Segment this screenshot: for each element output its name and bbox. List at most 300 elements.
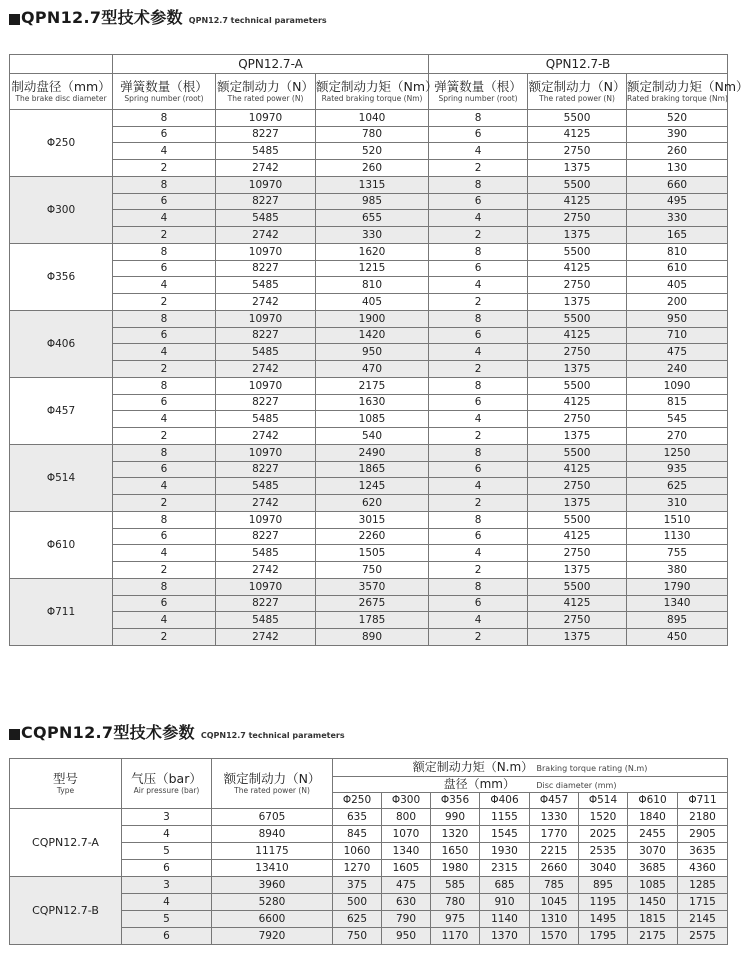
table-cell: 5 xyxy=(122,911,212,928)
table-row xyxy=(10,629,728,646)
table-cell: 4 xyxy=(429,478,528,495)
table-cell: 8227 xyxy=(216,328,316,344)
table-cell: 6 xyxy=(113,462,216,478)
table-cell: 8940 xyxy=(212,826,333,843)
table-cell: 6705 xyxy=(212,809,333,826)
table-row xyxy=(10,277,728,294)
table-cell: 2 xyxy=(429,428,528,445)
column-header: 额定制动力（N） The rated power (N) xyxy=(216,74,316,110)
type-cell: CQPN12.7-B xyxy=(10,877,122,945)
table-cell: 2180 xyxy=(678,809,728,826)
table-cell: 1510 xyxy=(627,512,728,529)
table-cell: 685 xyxy=(480,877,530,894)
table-cell: 1980 xyxy=(431,860,480,877)
table-cell: 1650 xyxy=(431,843,480,860)
table-cell: 8 xyxy=(429,445,528,462)
disc-size-header: Φ300 xyxy=(382,793,431,809)
table-cell: 2 xyxy=(429,160,528,177)
table-cell: 5500 xyxy=(528,378,627,395)
table-cell: 890 xyxy=(316,629,429,646)
table-cell: 5485 xyxy=(216,210,316,227)
table-row xyxy=(10,127,728,143)
table-cell: 7920 xyxy=(212,928,333,945)
table-cell: 780 xyxy=(316,127,429,143)
table-cell: 500 xyxy=(333,894,382,911)
table-row xyxy=(10,160,728,177)
table-cell: 630 xyxy=(382,894,431,911)
table-row xyxy=(10,529,728,545)
table-cell: 2750 xyxy=(528,277,627,294)
table-cell: 1090 xyxy=(627,378,728,395)
table-cell: 5500 xyxy=(528,512,627,529)
table-cell: 1040 xyxy=(316,110,429,127)
table-cell: 1320 xyxy=(431,826,480,843)
table-row xyxy=(10,512,728,529)
column-header: 额定制动力矩（Nm） Rated braking torque (Nm) xyxy=(627,74,728,110)
table-row xyxy=(10,579,728,596)
column-header: 额定制动力（N） The rated power (N) xyxy=(528,74,627,110)
table-cell: 1070 xyxy=(382,826,431,843)
disc-size-header: Φ711 xyxy=(678,793,728,809)
table-cell: 4 xyxy=(113,612,216,629)
table-cell: 755 xyxy=(627,545,728,562)
section2-heading xyxy=(9,720,345,743)
table-cell: 4125 xyxy=(528,462,627,478)
disc-size-header: Φ250 xyxy=(333,793,382,809)
table-cell: 6 xyxy=(429,328,528,344)
square-bullet-icon xyxy=(9,14,20,25)
section1-title: QPN12.7型技术参数 xyxy=(21,8,183,27)
table-cell: 1060 xyxy=(333,843,382,860)
table-cell: 5485 xyxy=(216,478,316,495)
table-cell: 4125 xyxy=(528,596,627,612)
table-cell: 1250 xyxy=(627,445,728,462)
table-cell: 6 xyxy=(122,860,212,877)
table-cell: 5500 xyxy=(528,445,627,462)
table-cell: 1375 xyxy=(528,160,627,177)
table-cell: 10970 xyxy=(216,244,316,261)
disc-diameter-cell: Φ250 xyxy=(10,110,113,177)
section2-subtitle: CQPN12.7 technical parameters xyxy=(200,731,345,740)
table-cell: 8 xyxy=(113,311,216,328)
table-cell: 2175 xyxy=(628,928,678,945)
table-cell: 6 xyxy=(429,462,528,478)
table-row xyxy=(10,244,728,261)
disc-diameter-header: 盘径（mm） Disc diameter (mm) xyxy=(333,777,728,793)
table-cell: 2675 xyxy=(316,596,429,612)
table-cell: 4 xyxy=(429,143,528,160)
table-cell: 1085 xyxy=(628,877,678,894)
group-a-header: QPN12.7-A xyxy=(113,55,429,74)
qpn-parameters-table xyxy=(9,54,749,646)
table-cell: 4 xyxy=(113,210,216,227)
table-cell: 6600 xyxy=(212,911,333,928)
table-cell: 495 xyxy=(627,194,728,210)
table-cell: 1375 xyxy=(528,629,627,646)
table-cell: 2750 xyxy=(528,545,627,562)
table-row xyxy=(10,311,728,328)
table-cell: 2750 xyxy=(528,411,627,428)
table-cell: 4 xyxy=(429,344,528,361)
table-cell: 130 xyxy=(627,160,728,177)
table-cell: 5485 xyxy=(216,411,316,428)
table-cell: 6 xyxy=(113,395,216,411)
table-cell: 780 xyxy=(431,894,480,911)
table-cell: 625 xyxy=(333,911,382,928)
table-cell: 5485 xyxy=(216,143,316,160)
table-row xyxy=(10,877,728,894)
table-cell: 2 xyxy=(113,294,216,311)
table-cell: 8 xyxy=(113,110,216,127)
table-cell: 8 xyxy=(429,311,528,328)
table-cell: 1450 xyxy=(628,894,678,911)
table-cell: 895 xyxy=(579,877,628,894)
table-cell: 4 xyxy=(429,612,528,629)
table-cell: 2742 xyxy=(216,562,316,579)
table-cell: 5500 xyxy=(528,110,627,127)
table-cell: 3960 xyxy=(212,877,333,894)
table-cell: 990 xyxy=(431,809,480,826)
table-cell: 1495 xyxy=(579,911,628,928)
table-cell: 1170 xyxy=(431,928,480,945)
table-cell: 800 xyxy=(382,809,431,826)
table-cell: 2 xyxy=(429,227,528,244)
table-cell: 2742 xyxy=(216,160,316,177)
table-cell: 2490 xyxy=(316,445,429,462)
table-cell: 1370 xyxy=(480,928,530,945)
table-cell: 2315 xyxy=(480,860,530,877)
table-cell: 2750 xyxy=(528,210,627,227)
table-cell: 1285 xyxy=(678,877,728,894)
table-cell: 1085 xyxy=(316,411,429,428)
table-cell: 2742 xyxy=(216,227,316,244)
table-cell: 450 xyxy=(627,629,728,646)
table-cell: 8 xyxy=(429,110,528,127)
table-cell: 4125 xyxy=(528,529,627,545)
table-cell: 5485 xyxy=(216,344,316,361)
table-cell: 8227 xyxy=(216,127,316,143)
table-cell: 5485 xyxy=(216,545,316,562)
table-cell: 3040 xyxy=(579,860,628,877)
table-cell: 475 xyxy=(627,344,728,361)
braking-torque-header: 额定制动力矩（N.m） Braking torque rating (N.m) xyxy=(333,759,728,777)
table-cell: 8227 xyxy=(216,529,316,545)
table-cell: 4 xyxy=(429,210,528,227)
corner-blank-cell xyxy=(10,55,113,74)
table-row xyxy=(10,378,728,395)
table-cell: 950 xyxy=(316,344,429,361)
table-cell: 8 xyxy=(113,445,216,462)
table-cell: 1340 xyxy=(627,596,728,612)
table-cell: 1785 xyxy=(316,612,429,629)
table-cell: 935 xyxy=(627,462,728,478)
table-cell: 810 xyxy=(627,244,728,261)
table-cell: 2 xyxy=(429,294,528,311)
table-cell: 5500 xyxy=(528,579,627,596)
disc-diameter-cell: Φ356 xyxy=(10,244,113,311)
table-cell: 540 xyxy=(316,428,429,445)
table-cell: 2750 xyxy=(528,612,627,629)
table-cell: 2535 xyxy=(579,843,628,860)
table-row xyxy=(10,210,728,227)
table-cell: 330 xyxy=(627,210,728,227)
table-cell: 1840 xyxy=(628,809,678,826)
table-cell: 2750 xyxy=(528,478,627,495)
table-cell: 8 xyxy=(429,378,528,395)
table-cell: 2145 xyxy=(678,911,728,928)
table-cell: 4 xyxy=(113,277,216,294)
table-cell: 1605 xyxy=(382,860,431,877)
table-cell: 1420 xyxy=(316,328,429,344)
table-cell: 10970 xyxy=(216,579,316,596)
table-cell: 8 xyxy=(429,177,528,194)
table-cell: 2742 xyxy=(216,294,316,311)
table-cell: 2742 xyxy=(216,361,316,378)
table-cell: 1375 xyxy=(528,361,627,378)
table-cell: 810 xyxy=(316,277,429,294)
table-cell: 2 xyxy=(113,428,216,445)
table-cell: 6 xyxy=(113,194,216,210)
table-cell: 10970 xyxy=(216,177,316,194)
table-cell: 2660 xyxy=(530,860,579,877)
table-cell: 660 xyxy=(627,177,728,194)
table-cell: 1790 xyxy=(627,579,728,596)
table-cell: 8227 xyxy=(216,395,316,411)
table-cell: 6 xyxy=(122,928,212,945)
table-cell: 8 xyxy=(429,512,528,529)
table-row xyxy=(10,445,728,462)
table-cell: 1795 xyxy=(579,928,628,945)
table-cell: 2750 xyxy=(528,344,627,361)
type-cell: CQPN12.7-A xyxy=(10,809,122,877)
table-cell: 5500 xyxy=(528,244,627,261)
table-row xyxy=(10,562,728,579)
table-cell: 2 xyxy=(429,495,528,512)
table-cell: 895 xyxy=(627,612,728,629)
table-cell: 8 xyxy=(429,244,528,261)
air-pressure-header: 气压（bar） Air pressure (bar) xyxy=(122,759,212,809)
table-cell: 1630 xyxy=(316,395,429,411)
disc-diameter-cell: Φ711 xyxy=(10,579,113,646)
table-row xyxy=(10,596,728,612)
table-cell: 11175 xyxy=(212,843,333,860)
table-cell: 1930 xyxy=(480,843,530,860)
column-header: 制动盘径（mm） The brake disc diameter xyxy=(10,74,113,110)
table-cell: 750 xyxy=(333,928,382,945)
table-cell: 2 xyxy=(113,160,216,177)
table-cell: 8227 xyxy=(216,261,316,277)
disc-diameter-cell: Φ610 xyxy=(10,512,113,579)
table-row xyxy=(10,143,728,160)
table-row xyxy=(10,110,728,127)
table-cell: 1620 xyxy=(316,244,429,261)
table-cell: 815 xyxy=(627,395,728,411)
table-cell: 4 xyxy=(429,411,528,428)
table-cell: 3070 xyxy=(628,843,678,860)
table-cell: 8 xyxy=(113,512,216,529)
disc-size-header: Φ356 xyxy=(431,793,480,809)
table-cell: 310 xyxy=(627,495,728,512)
table-cell: 710 xyxy=(627,328,728,344)
table-cell: 4 xyxy=(113,478,216,495)
column-header: 弹簧数量（根） Spring number (root) xyxy=(429,74,528,110)
table-cell: 790 xyxy=(382,911,431,928)
column-header: 额定制动力矩（Nm） Rated braking torque (Nm) xyxy=(316,74,429,110)
table-cell: 520 xyxy=(627,110,728,127)
disc-size-header: Φ610 xyxy=(628,793,678,809)
table-cell: 2742 xyxy=(216,428,316,445)
table-cell: 2 xyxy=(429,629,528,646)
table-cell: 1270 xyxy=(333,860,382,877)
table-cell: 8 xyxy=(429,579,528,596)
table-cell: 10970 xyxy=(216,445,316,462)
section2-title: CQPN12.7型技术参数 xyxy=(21,723,195,742)
table-cell: 8 xyxy=(113,579,216,596)
table-row xyxy=(10,545,728,562)
table-cell: 4 xyxy=(122,894,212,911)
table-cell: 1245 xyxy=(316,478,429,495)
table-cell: 6 xyxy=(113,261,216,277)
table-cell: 5280 xyxy=(212,894,333,911)
table-cell: 3685 xyxy=(628,860,678,877)
table-cell: 1375 xyxy=(528,562,627,579)
table-cell: 2742 xyxy=(216,495,316,512)
disc-size-header: Φ406 xyxy=(480,793,530,809)
table-cell: 5500 xyxy=(528,311,627,328)
table-cell: 1715 xyxy=(678,894,728,911)
table-cell: 2742 xyxy=(216,629,316,646)
table-cell: 1315 xyxy=(316,177,429,194)
rated-power-header: 额定制动力（N） The rated power (N) xyxy=(212,759,333,809)
table-cell: 2175 xyxy=(316,378,429,395)
table-cell: 4 xyxy=(113,411,216,428)
table-cell: 2 xyxy=(113,227,216,244)
table-cell: 1340 xyxy=(382,843,431,860)
table-cell: 4 xyxy=(113,545,216,562)
table-row xyxy=(10,495,728,512)
table-cell: 1865 xyxy=(316,462,429,478)
table-cell: 2260 xyxy=(316,529,429,545)
table-cell: 635 xyxy=(333,809,382,826)
table-cell: 13410 xyxy=(212,860,333,877)
table-cell: 375 xyxy=(333,877,382,894)
table-cell: 4 xyxy=(122,826,212,843)
table-cell: 4125 xyxy=(528,261,627,277)
table-cell: 4 xyxy=(429,545,528,562)
table-cell: 5500 xyxy=(528,177,627,194)
section1-subtitle: QPN12.7 technical parameters xyxy=(188,16,327,25)
disc-diameter-cell: Φ300 xyxy=(10,177,113,244)
table-cell: 165 xyxy=(627,227,728,244)
table-cell: 4125 xyxy=(528,127,627,143)
table-cell: 8 xyxy=(113,378,216,395)
table-cell: 1310 xyxy=(530,911,579,928)
table-cell: 3015 xyxy=(316,512,429,529)
table-cell: 3570 xyxy=(316,579,429,596)
disc-diameter-cell: Φ457 xyxy=(10,378,113,445)
table-cell: 6 xyxy=(429,529,528,545)
table-cell: 4 xyxy=(429,277,528,294)
table-cell: 6 xyxy=(429,261,528,277)
table-cell: 6 xyxy=(113,127,216,143)
table-cell: 330 xyxy=(316,227,429,244)
table-cell: 625 xyxy=(627,478,728,495)
table-cell: 950 xyxy=(627,311,728,328)
table-cell: 2905 xyxy=(678,826,728,843)
table-cell: 10970 xyxy=(216,311,316,328)
table-cell: 260 xyxy=(316,160,429,177)
table-cell: 8227 xyxy=(216,596,316,612)
table-cell: 10970 xyxy=(216,110,316,127)
table-cell: 1375 xyxy=(528,294,627,311)
table-cell: 8 xyxy=(113,177,216,194)
disc-diameter-cell: Φ406 xyxy=(10,311,113,378)
table-cell: 785 xyxy=(530,877,579,894)
table-row xyxy=(10,478,728,495)
disc-size-header: Φ514 xyxy=(579,793,628,809)
table-cell: 380 xyxy=(627,562,728,579)
table-cell: 8227 xyxy=(216,194,316,210)
table-cell: 260 xyxy=(627,143,728,160)
table-cell: 1130 xyxy=(627,529,728,545)
table-cell: 4360 xyxy=(678,860,728,877)
table-cell: 2 xyxy=(113,495,216,512)
table-cell: 1815 xyxy=(628,911,678,928)
table-cell: 1045 xyxy=(530,894,579,911)
table-cell: 4 xyxy=(113,344,216,361)
table-cell: 950 xyxy=(382,928,431,945)
table-cell: 1195 xyxy=(579,894,628,911)
table-cell: 1375 xyxy=(528,227,627,244)
table-cell: 545 xyxy=(627,411,728,428)
table-cell: 10970 xyxy=(216,378,316,395)
table-cell: 2455 xyxy=(628,826,678,843)
table-cell: 1140 xyxy=(480,911,530,928)
table-row xyxy=(10,194,728,210)
table-cell: 2215 xyxy=(530,843,579,860)
table-cell: 390 xyxy=(627,127,728,143)
table-cell: 1330 xyxy=(530,809,579,826)
table-cell: 6 xyxy=(429,194,528,210)
table-cell: 5485 xyxy=(216,277,316,294)
table-cell: 8227 xyxy=(216,462,316,478)
table-cell: 1545 xyxy=(480,826,530,843)
table-cell: 520 xyxy=(316,143,429,160)
table-cell: 2575 xyxy=(678,928,728,945)
table-cell: 240 xyxy=(627,361,728,378)
cqpn-parameters-table xyxy=(9,758,728,945)
table-cell: 4 xyxy=(113,143,216,160)
section1-heading xyxy=(9,5,327,28)
table-row xyxy=(10,177,728,194)
table-cell: 2 xyxy=(429,361,528,378)
square-bullet-icon xyxy=(9,729,20,740)
table-cell: 3 xyxy=(122,877,212,894)
table-cell: 1520 xyxy=(579,809,628,826)
table-row xyxy=(10,411,728,428)
table-cell: 750 xyxy=(316,562,429,579)
table-row xyxy=(10,428,728,445)
table-cell: 2 xyxy=(429,562,528,579)
table-cell: 845 xyxy=(333,826,382,843)
table-cell: 10970 xyxy=(216,512,316,529)
table-cell: 405 xyxy=(627,277,728,294)
disc-diameter-cell: Φ514 xyxy=(10,445,113,512)
table-cell: 975 xyxy=(431,911,480,928)
table-cell: 1570 xyxy=(530,928,579,945)
table-row xyxy=(10,261,728,277)
table-cell: 2 xyxy=(113,562,216,579)
